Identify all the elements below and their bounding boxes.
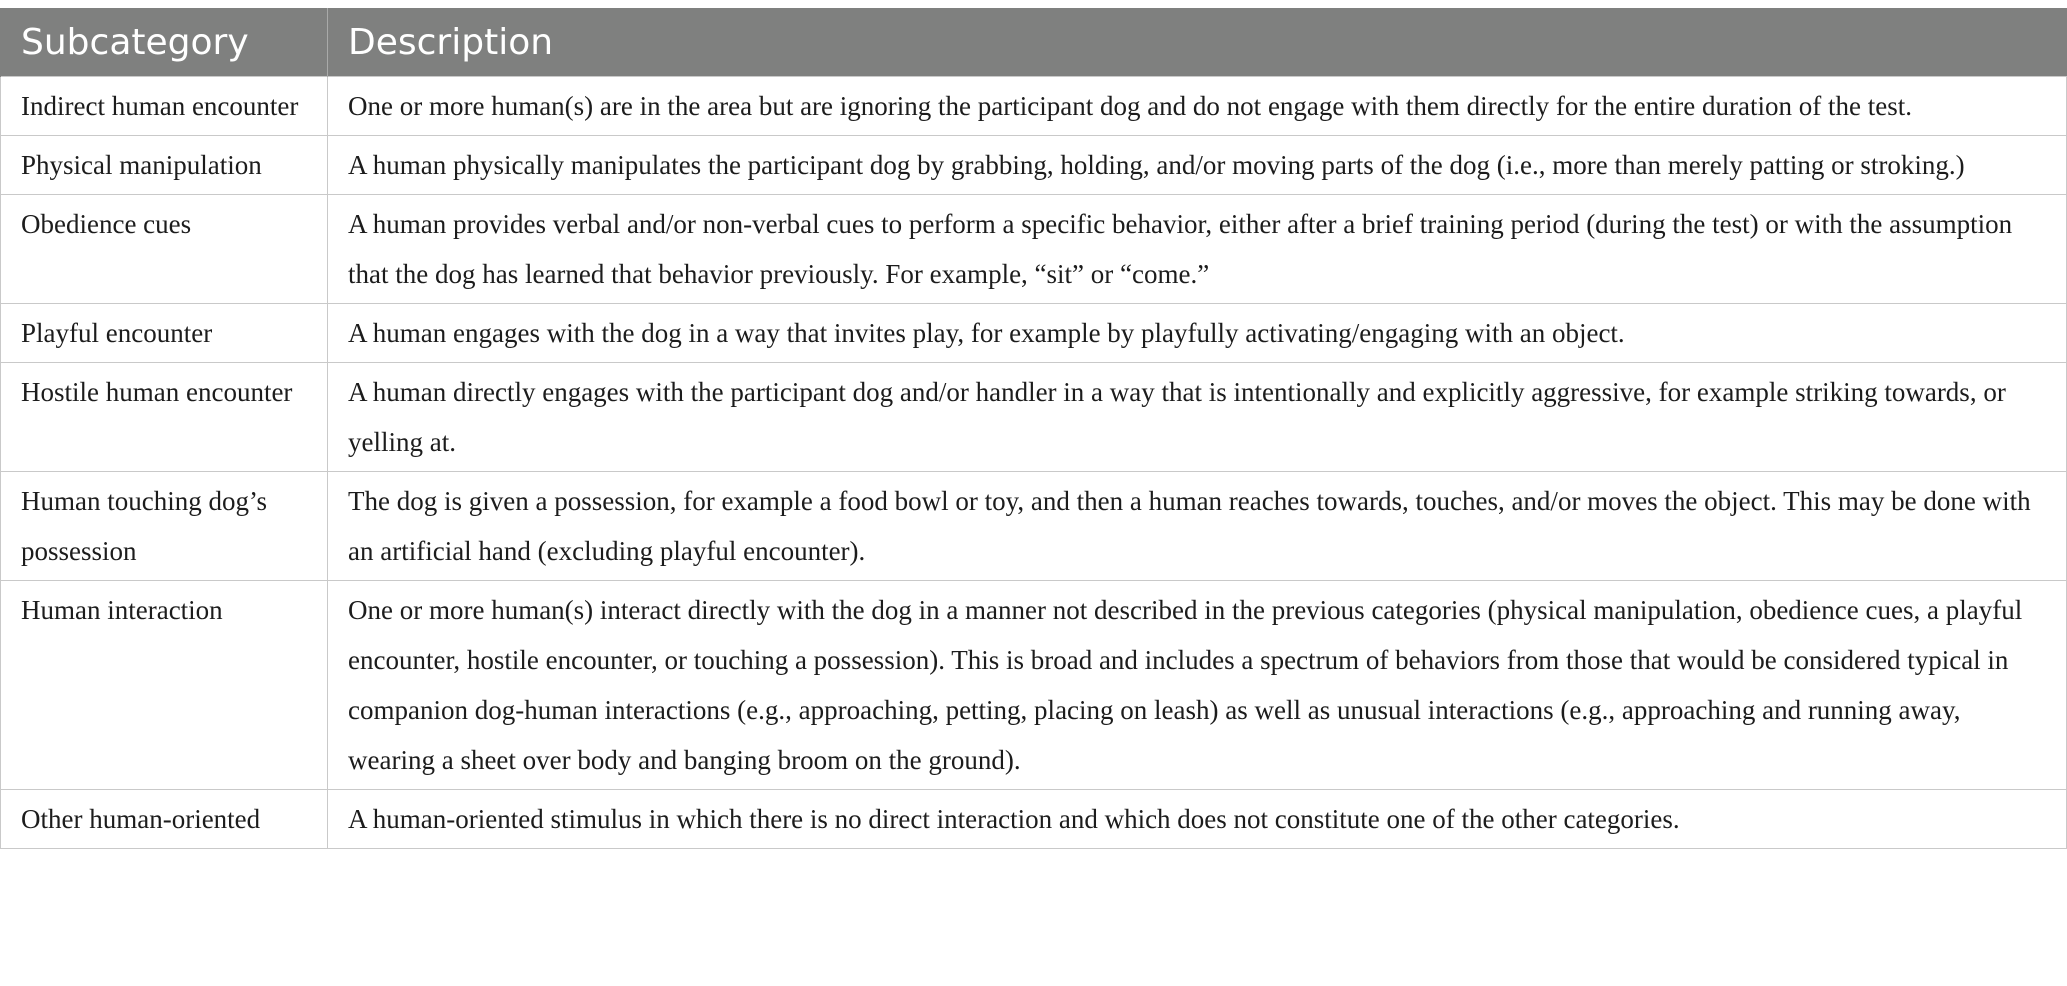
description-cell: One or more human(s) interact directly with the dog in a manner not described in the previous categories (physical manipulation, obedience cues, a playful encounter, hostile encounter, or touching a possession). This is broad and includes a spectrum of behaviors from those that would be considered typical in companion dog-human interactions (e.g., approaching, petting, placing on leash) as well as unusual interactions (e.g., approaching and running away, wearing a sheet over body and banging broom on the ground). bbox=[328, 581, 2067, 790]
subcategory-cell: Human interaction bbox=[1, 581, 328, 790]
subcategory-table bbox=[0, 8, 2067, 849]
subcategory-table-container bbox=[0, 8, 2067, 849]
subcategory-cell: Physical manipulation bbox=[1, 136, 328, 195]
description-cell: A human engages with the dog in a way that invites play, for example by playfully activating/engaging with an object. bbox=[328, 304, 2067, 363]
table-row bbox=[1, 581, 2067, 790]
table-row bbox=[1, 790, 2067, 849]
table-row bbox=[1, 195, 2067, 304]
table-header bbox=[1, 8, 2067, 77]
description-cell: A human provides verbal and/or non-verbal cues to perform a specific behavior, either after a brief training period (during the test) or with the assumption that the dog has learned that behavior previously. For example, “sit” or “come.” bbox=[328, 195, 2067, 304]
subcategory-cell: Playful encounter bbox=[1, 304, 328, 363]
subcategory-cell: Obedience cues bbox=[1, 195, 328, 304]
table-row bbox=[1, 77, 2067, 136]
description-cell: The dog is given a possession, for example a food bowl or toy, and then a human reaches towards, touches, and/or moves the object. This may be done with an artificial hand (excluding playful encounter). bbox=[328, 472, 2067, 581]
table-row bbox=[1, 304, 2067, 363]
header-subcategory: Subcategory bbox=[1, 8, 328, 77]
description-cell: A human physically manipulates the participant dog by grabbing, holding, and/or moving parts of the dog (i.e., more than merely patting or stroking.) bbox=[328, 136, 2067, 195]
header-row bbox=[1, 8, 2067, 77]
table-row bbox=[1, 363, 2067, 472]
table-body bbox=[1, 77, 2067, 849]
subcategory-cell: Other human-oriented bbox=[1, 790, 328, 849]
table-row bbox=[1, 136, 2067, 195]
description-cell: A human-oriented stimulus in which there is no direct interaction and which does not constitute one of the other categories. bbox=[328, 790, 2067, 849]
description-cell: A human directly engages with the participant dog and/or handler in a way that is intentionally and explicitly aggressive, for example striking towards, or yelling at. bbox=[328, 363, 2067, 472]
description-cell: One or more human(s) are in the area but are ignoring the participant dog and do not engage with them directly for the entire duration of the test. bbox=[328, 77, 2067, 136]
table-row bbox=[1, 472, 2067, 581]
header-description: Description bbox=[328, 8, 2067, 77]
subcategory-cell: Indirect human encounter bbox=[1, 77, 328, 136]
subcategory-cell: Human touching dog’s possession bbox=[1, 472, 328, 581]
subcategory-cell: Hostile human encounter bbox=[1, 363, 328, 472]
